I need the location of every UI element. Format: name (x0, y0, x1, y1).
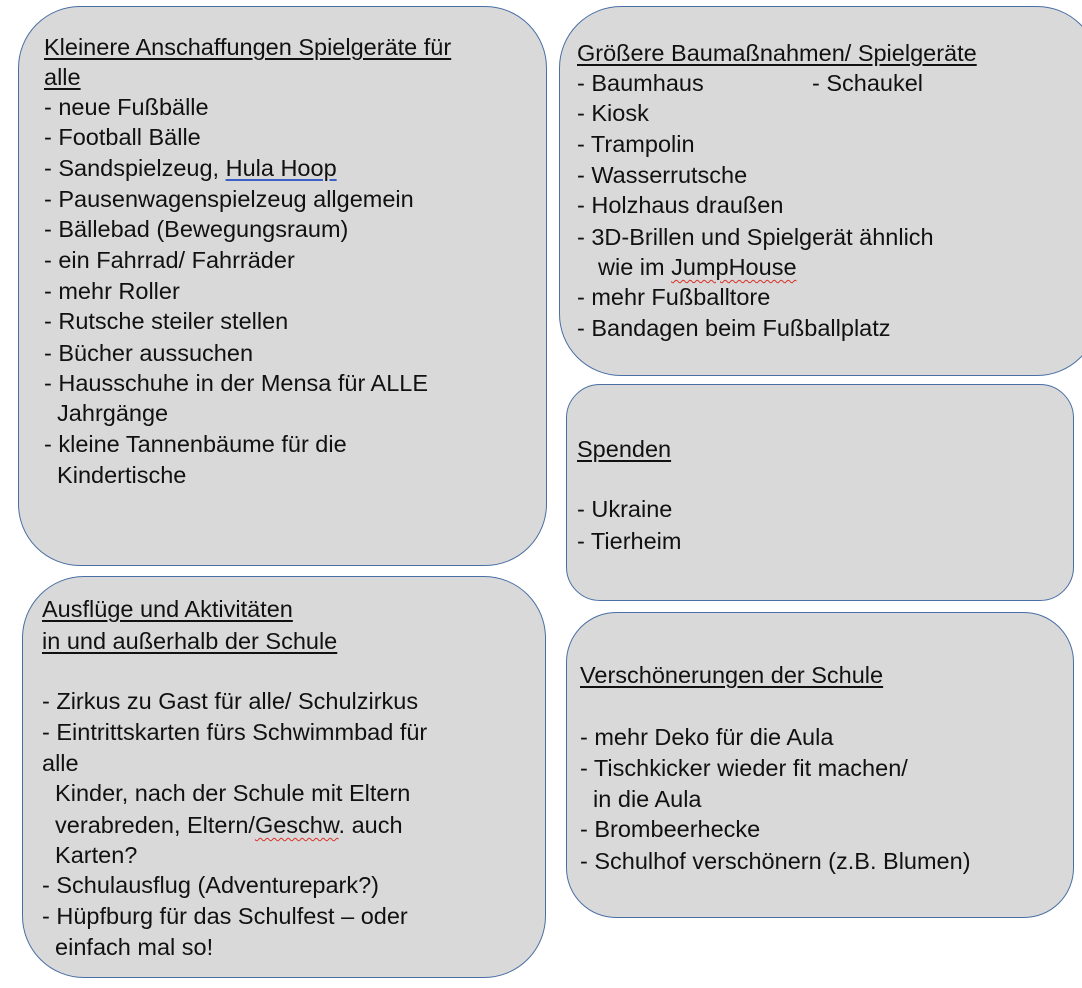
list-item: alle (42, 750, 79, 776)
spellcheck-word: Geschw (254, 812, 339, 838)
list-item: - Schaukel (812, 70, 924, 96)
list-item: - Holzhaus draußen (577, 192, 784, 218)
list-item-text: . auch (338, 812, 403, 838)
list-item: Kindertische (44, 462, 187, 488)
list-item-text: verabreden, Eltern/ (42, 812, 255, 838)
list-item: - kleine Tannenbäume für die (44, 431, 347, 457)
list-item: - Baumhaus (577, 70, 704, 96)
list-item: - Rutsche steiler stellen (44, 308, 289, 334)
list-item: - neue Fußbälle (44, 94, 209, 120)
list-item: - mehr Deko für die Aula (580, 724, 834, 750)
list-item: einfach mal so! (42, 934, 214, 960)
list-item: Kinder, nach der Schule mit Eltern (42, 780, 411, 806)
list-item-verabreden (42, 810, 403, 840)
list-item: - Trampolin (577, 131, 695, 157)
list-item: - Wasserrutsche (577, 162, 748, 188)
card-title: Größere Baumaßnahmen/ Spielgeräte (577, 40, 977, 66)
list-item: - mehr Fußballtore (577, 284, 771, 310)
card-title-continued: in und außerhalb der Schule (42, 628, 338, 654)
list-item: Karten? (42, 842, 138, 868)
list-item: - Zirkus zu Gast für alle/ Schulzirkus (42, 688, 419, 714)
list-item: - mehr Roller (44, 278, 180, 304)
list-item: - 3D-Brillen und Spielgerät ähnlich (577, 224, 934, 250)
list-item: in die Aula (580, 786, 702, 812)
card-title: Spenden (577, 436, 672, 462)
card-title: Ausflüge und Aktivitäten (42, 596, 293, 622)
list-item: - Schulausflug (Adventurepark?) (42, 872, 380, 898)
list-item: - Brombeerhecke (580, 816, 761, 842)
list-item: - Tierheim (577, 528, 682, 554)
list-item: - Hausschuhe in der Mensa für ALLE (44, 370, 429, 396)
list-item: - Bällebad (Bewegungsraum) (44, 216, 349, 242)
list-item: - Ukraine (577, 496, 673, 522)
list-item: - Schulhof verschönern (z.B. Blumen) (580, 848, 971, 874)
list-item: - ein Fahrrad/ Fahrräder (44, 247, 295, 273)
list-item: - Hüpfburg für das Schulfest – oder (42, 903, 408, 929)
list-item: - Pausenwagenspielzeug allgemein (44, 186, 414, 212)
list-item-text: wie im (598, 254, 672, 280)
list-item: - Bücher aussuchen (44, 340, 254, 366)
list-item: - Eintrittskarten fürs Schwimmbad für (42, 719, 428, 745)
card-title-continued: alle (44, 64, 81, 90)
list-item-text: - Sandspielzeug, (44, 155, 226, 181)
list-item-jumphouse (598, 252, 797, 282)
list-item: Jahrgänge (44, 400, 169, 426)
card-title: Kleinere Anschaffungen Spielgeräte für (44, 34, 452, 60)
hula-hoop-link[interactable]: Hula Hoop (225, 155, 337, 181)
card-title: Verschönerungen der Schule (580, 662, 884, 688)
list-item: - Football Bälle (44, 124, 201, 150)
list-item: - Kiosk (577, 100, 649, 126)
list-item: - Bandagen beim Fußballplatz (577, 315, 891, 341)
card-spenden (566, 384, 1074, 601)
list-item: - Tischkicker wieder fit machen/ (580, 755, 908, 781)
list-item-sandspielzeug (44, 153, 337, 183)
spellcheck-word: JumpHouse (671, 254, 797, 280)
